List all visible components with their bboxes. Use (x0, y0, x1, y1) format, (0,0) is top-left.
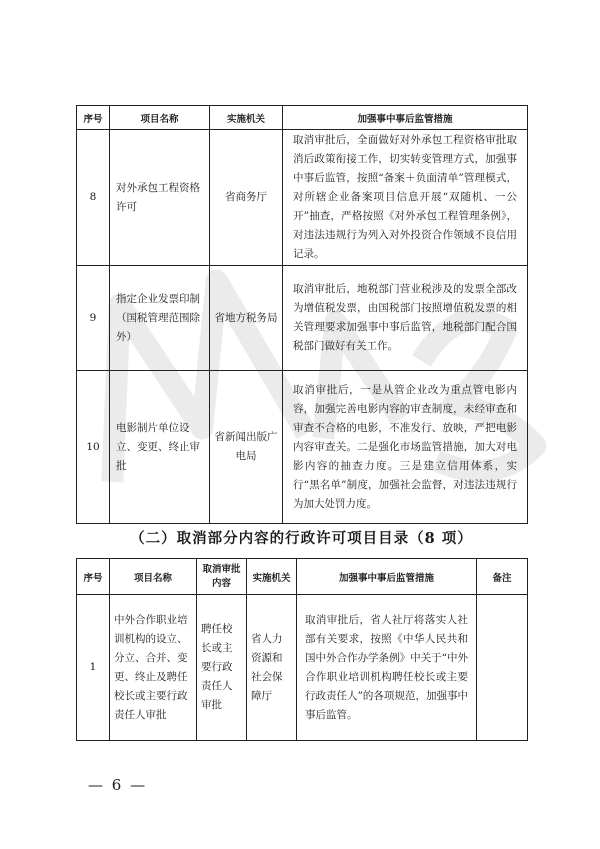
header-content: 取消审批内容 (197, 559, 247, 595)
header-remark: 备注 (477, 559, 528, 595)
row-agency: 省地方税务局 (210, 266, 283, 371)
row-no: 9 (77, 266, 110, 371)
table-row (77, 595, 528, 741)
row-no: 10 (77, 371, 110, 524)
header-no: 序号 (77, 559, 110, 595)
measures-table-2 (76, 558, 528, 741)
row-name: 对外承包工程资格许可 (110, 130, 210, 266)
section-title: （二）取消部分内容的行政许可项目目录（8 项） (130, 530, 473, 547)
row-measures: 取消审批后，省人社厅将落实人社部有关要求，按照《中华人民共和国中外合作办学条例》中关于“中外合作职业培训机构聘任校长或主要行政责任人”的各项规范，加强事中事后监管。 (297, 595, 477, 741)
table-row (77, 130, 528, 266)
row-no: 1 (77, 595, 110, 741)
row-name: 电影制片单位设立、变更、终止审批 (110, 371, 210, 524)
row-remark (477, 595, 528, 741)
measures-table-1 (76, 105, 528, 524)
table-row (77, 266, 528, 371)
row-name: 中外合作职业培训机构的设立、分立、合并、变更、终止及聘任校长或主要行政责任人审批 (110, 595, 197, 741)
table-header-row (77, 106, 528, 130)
header-agency: 实施机关 (247, 559, 297, 595)
row-name: 指定企业发票印制（国税管理范围除外） (110, 266, 210, 371)
row-measures: 取消审批后，一是从管企业改为重点管电影内容，加强完善电影内容的审查制度，未经审查和审查不合格的电影，不准发行、放映，严把电影内容审查关。二是强化市场监管措施，加大对电影内容的抽查力度。三是建立信用体系，实行“黑名单”制度，加强社会监督，对违法违规行为加大处罚力度。 (283, 371, 528, 524)
row-no: 8 (77, 130, 110, 266)
page-number: — 6 — (88, 776, 148, 794)
table-row (77, 371, 528, 524)
row-measures: 取消审批后，全面做好对外承包工程资格审批取消后政策衔接工作，切实转变管理方式，加强事中事后监管，按照“备案＋负面清单”管理模式，对所辖企业备案项目信息开展“双随机、一公开”抽查，严格按照《对外承包工程管理条例》，对违法违规行为列入对外投资合作领域不良信用记录。 (283, 130, 528, 266)
row-agency: 省商务厅 (210, 130, 283, 266)
table-header-row (77, 559, 528, 595)
row-measures: 取消审批后，地税部门营业税涉及的发票全部改为增值税发票，由国税部门按照增值税发票的相关管理要求加强事中事后监管，地税部门配合国税部门做好有关工作。 (283, 266, 528, 371)
row-agency: 省新闻出版广电局 (210, 371, 283, 524)
header-agency: 实施机关 (210, 106, 283, 130)
header-name: 项目名称 (110, 106, 210, 130)
row-agency: 省人力资源和社会保障厅 (247, 595, 297, 741)
row-content: 聘任校长或主要行政责任人审批 (197, 595, 247, 741)
header-no: 序号 (77, 106, 110, 130)
header-measures: 加强事中事后监管措施 (283, 106, 528, 130)
header-measures: 加强事中事后监管措施 (297, 559, 477, 595)
header-name: 项目名称 (110, 559, 197, 595)
